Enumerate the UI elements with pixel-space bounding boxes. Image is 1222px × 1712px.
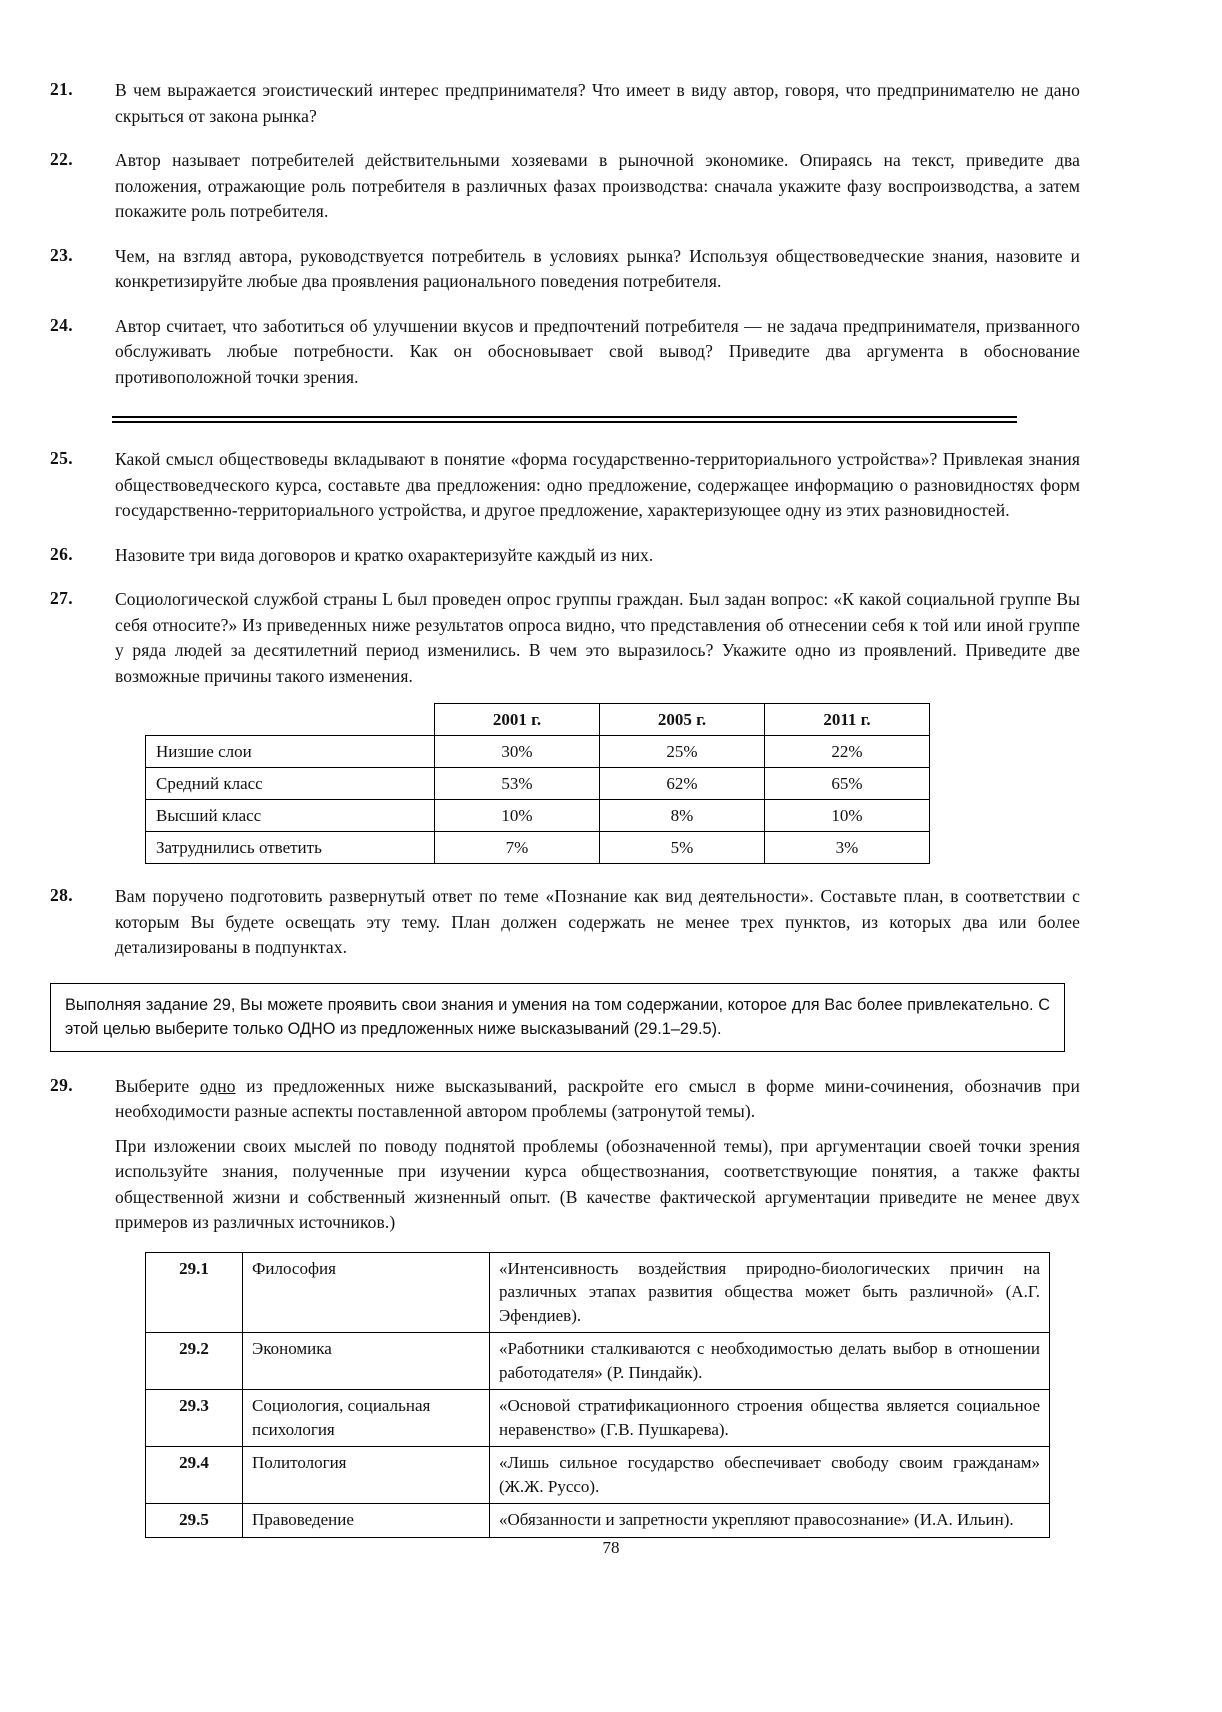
question-block bbox=[50, 314, 1080, 391]
statement-quote: «Обязанности и запретности укрепляют правосознание» (И.А. Ильин). bbox=[490, 1504, 1050, 1538]
table-row-label: Средний класс bbox=[146, 768, 435, 800]
question-text bbox=[115, 244, 1080, 295]
question-paragraph: При изложении своих мыслей по поводу поднятой проблемы (обозначенной темы), при аргументации своей точки зрения используйте знания, полученные при изучении курса обществознания, соответствующие понятия, а также факты общественной жизни и собственный жизненный опыт. (В качестве фактической аргументации приведите не менее двух примеров из различных источников.) bbox=[115, 1135, 1080, 1232]
table-cell: 62% bbox=[600, 768, 765, 800]
page-number: 78 bbox=[602, 1538, 620, 1557]
question-block bbox=[50, 244, 1080, 295]
question-number: 29. bbox=[50, 1074, 74, 1095]
table-row-label: Низшие слои bbox=[146, 736, 435, 768]
table-row bbox=[146, 1504, 1050, 1538]
survey-table-container bbox=[145, 703, 1080, 864]
q29-underlined-word: одно bbox=[199, 1075, 236, 1096]
question-block bbox=[50, 447, 1080, 524]
table-cell: 30% bbox=[435, 736, 600, 768]
statement-quote: «Интенсивность воздействия природно-биологических причин на различных этапах развития общества может быть различной» (А.Г. Эфендиев). bbox=[490, 1252, 1050, 1333]
question-block bbox=[50, 78, 1080, 129]
table-row bbox=[146, 800, 930, 832]
table-row bbox=[146, 1252, 1050, 1333]
statement-code: 29.5 bbox=[146, 1504, 243, 1538]
table-row bbox=[146, 1447, 1050, 1504]
table-row bbox=[146, 832, 930, 864]
statement-quote: «Основой стратификационного строения общества является социальное неравенство» (Г.В. Пушкарева). bbox=[490, 1390, 1050, 1447]
table-column-header: 2011 г. bbox=[765, 704, 930, 736]
question-text bbox=[115, 148, 1080, 225]
statement-code: 29.1 bbox=[146, 1252, 243, 1333]
table-row-label: Высший класс bbox=[146, 800, 435, 832]
question-paragraph: Назовите три вида договоров и кратко охарактеризуйте каждый из них. bbox=[115, 544, 654, 565]
question-paragraph-with-underline bbox=[115, 1074, 1080, 1125]
statement-subject: Философия bbox=[243, 1252, 490, 1333]
question-text bbox=[115, 543, 1080, 569]
table-cell: 65% bbox=[765, 768, 930, 800]
question-number: 24. bbox=[50, 314, 74, 335]
statement-subject: Правоведение bbox=[243, 1504, 490, 1538]
table-cell: 5% bbox=[600, 832, 765, 864]
q29-text-pre: Выберите bbox=[115, 1075, 200, 1096]
question-paragraph: Автор называет потребителей действительными хозяевами в рыночной экономике. Опираясь на текст, приведите два положения, отражающие роль потребителя в различных фазах производства: сначала укажите фазу воспроизводства, а затем покажите роль потребителя. bbox=[115, 150, 1080, 221]
table-cell: 22% bbox=[765, 736, 930, 768]
question-paragraph: Какой смысл обществоведы вкладывают в понятие «форма государственно-территориального устройства»? Привлекая знания обществоведческого курса, составьте два предложения: одно предложение, содержащее информацию о разновидностях форм государственно-территориального устройства, и другое предложение, характеризующее одну из этих разновидностей. bbox=[115, 449, 1080, 520]
table-cell: 3% bbox=[765, 832, 930, 864]
question-block bbox=[50, 587, 1080, 689]
instruction-notice-box: Выполняя задание 29, Вы можете проявить свои знания и умения на том содержании, которое для Вас более привлекательно. С этой целью выберите только ОДНО из предложенных ниже высказываний (29.1–29.5). bbox=[50, 983, 1065, 1052]
question-paragraph: Чем, на взгляд автора, руководствуется потребитель в условиях рынка? Используя обществоведческие знания, назовите и конкретизируйте любые два проявления рационального поведения потребителя. bbox=[115, 245, 1080, 291]
statements-table-container bbox=[145, 1252, 1080, 1538]
table-cell: 10% bbox=[765, 800, 930, 832]
table-cell: 10% bbox=[435, 800, 600, 832]
question-text bbox=[115, 1074, 1080, 1236]
question-number: 21. bbox=[50, 79, 74, 99]
table-header-row bbox=[146, 704, 930, 736]
question-text bbox=[115, 447, 1080, 524]
question-text bbox=[115, 314, 1080, 391]
section-divider bbox=[112, 416, 1017, 423]
question-text bbox=[115, 78, 1080, 129]
question-number: 26. bbox=[50, 543, 74, 564]
question-block bbox=[50, 884, 1080, 961]
question-number: 28. bbox=[50, 885, 74, 905]
statement-subject: Политология bbox=[243, 1447, 490, 1504]
question-paragraph: В чем выражается эгоистический интерес предпринимателя? Что имеет в виду автор, говоря, что предпринимателю не дано скрыться от закона рынка? bbox=[115, 80, 1080, 126]
question-block bbox=[50, 1074, 1080, 1236]
question-paragraph: Социологической службой страны L был проведен опрос группы граждан. Был задан вопрос: «К какой социальной группе Вы себя относите?» Из приведенных ниже результатов опроса видно, что представления об отнесении себя к той или иной группе у ряда людей за десятилетний период изменились. В чем это выразилось? Укажите одно из проявлений. Приведите две возможные причины такого изменения. bbox=[115, 589, 1080, 686]
question-block bbox=[50, 148, 1080, 225]
question-paragraph: Вам поручено подготовить развернутый ответ по теме «Познание как вид деятельности». Составьте план, в соответствии с которым Вы будете освещать эту тему. План должен содержать не менее трех пунктов, из которых два или более детализированы в подпунктах. bbox=[115, 886, 1080, 957]
table-row bbox=[146, 768, 930, 800]
statement-subject: Социология, социальная психология bbox=[243, 1390, 490, 1447]
question-text bbox=[115, 884, 1080, 961]
table-cell: 8% bbox=[600, 800, 765, 832]
page-content bbox=[50, 78, 1080, 1538]
table-row bbox=[146, 1390, 1050, 1447]
table-row bbox=[146, 736, 930, 768]
statement-code: 29.3 bbox=[146, 1390, 243, 1447]
table-cell: 7% bbox=[435, 832, 600, 864]
table-cell: 25% bbox=[600, 736, 765, 768]
statement-code: 29.4 bbox=[146, 1447, 243, 1504]
table-row bbox=[146, 1333, 1050, 1390]
statement-code: 29.2 bbox=[146, 1333, 243, 1390]
question-number: 22. bbox=[50, 149, 74, 169]
question-paragraph: Автор считает, что заботиться об улучшении вкусов и предпочтений потребителя — не задача предпринимателя, призванного обслуживать любые потребности. Как он обосновывает свой вывод? Приведите два аргумента в обоснование противоположной точки зрения. bbox=[115, 315, 1080, 387]
question-number: 25. bbox=[50, 448, 74, 468]
table-column-header: 2005 г. bbox=[600, 704, 765, 736]
table-corner-cell bbox=[146, 704, 435, 736]
question-number: 23. bbox=[50, 244, 74, 265]
q29-text-post: из предложенных ниже высказываний, раскройте его смысл в форме мини-сочинения, обозначив при необходимости разные аспекты поставленной автором проблемы (затронутой темы). bbox=[115, 1075, 1080, 1121]
table-column-header: 2001 г. bbox=[435, 704, 600, 736]
statement-quote: «Работники сталкиваются с необходимостью делать выбор в отношении работодателя» (Р. Пиндайк). bbox=[490, 1333, 1050, 1390]
table-cell: 53% bbox=[435, 768, 600, 800]
question-number: 27. bbox=[50, 588, 74, 608]
statement-subject: Экономика bbox=[243, 1333, 490, 1390]
statement-quote: «Лишь сильное государство обеспечивает свободу своим гражданам» (Ж.Ж. Руссо). bbox=[490, 1447, 1050, 1504]
statements-table bbox=[145, 1252, 1050, 1538]
survey-results-table bbox=[145, 703, 930, 864]
question-text bbox=[115, 587, 1080, 689]
question-block bbox=[50, 543, 1080, 569]
table-row-label: Затруднились ответить bbox=[146, 832, 435, 864]
